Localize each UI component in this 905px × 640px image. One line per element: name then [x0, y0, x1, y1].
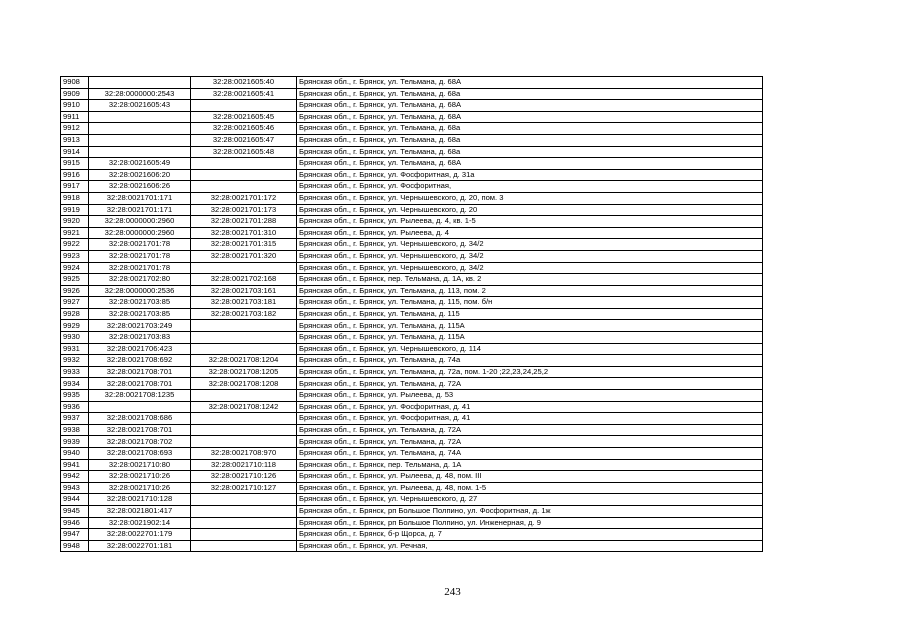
cadastral-number-parent-cell: 32:28:0021605:43: [89, 100, 191, 112]
row-number-cell: 9929: [61, 320, 89, 332]
table-row: [61, 297, 763, 309]
cadastral-number-object-cell: 32:28:0021703:182: [191, 308, 297, 320]
row-number-cell: 9910: [61, 100, 89, 112]
address-cell: Брянская обл., г. Брянск, ул. Тельмана, д. 68а: [297, 134, 763, 146]
table-row: [61, 343, 763, 355]
row-number-cell: 9948: [61, 540, 89, 552]
cadastral-number-object-cell: [191, 436, 297, 448]
table-row: [61, 285, 763, 297]
cadastral-table: [60, 76, 763, 552]
cadastral-number-parent-cell: 32:28:0021708:702: [89, 436, 191, 448]
row-number-cell: 9935: [61, 390, 89, 402]
table-row: [61, 540, 763, 552]
row-number-cell: 9922: [61, 239, 89, 251]
cadastral-number-object-cell: 32:28:0021708:970: [191, 448, 297, 460]
row-number-cell: 9919: [61, 204, 89, 216]
cadastral-number-object-cell: 32:28:0021703:181: [191, 297, 297, 309]
table-row: [61, 366, 763, 378]
cadastral-number-object-cell: 32:28:0021701:315: [191, 239, 297, 251]
cadastral-number-parent-cell: 32:28:0021710:26: [89, 482, 191, 494]
table-row: [61, 239, 763, 251]
table-row: [61, 274, 763, 286]
cadastral-number-object-cell: 32:28:0021605:45: [191, 111, 297, 123]
cadastral-number-object-cell: [191, 169, 297, 181]
cadastral-number-parent-cell: 32:28:0000000:2960: [89, 216, 191, 228]
row-number-cell: 9917: [61, 181, 89, 193]
table-body: [61, 77, 763, 552]
table-row: [61, 529, 763, 541]
cadastral-number-object-cell: 32:28:0021701:320: [191, 250, 297, 262]
address-cell: Брянская обл., г. Брянск, ул. Тельмана, д. 115А: [297, 320, 763, 332]
row-number-cell: 9912: [61, 123, 89, 135]
row-number-cell: 9911: [61, 111, 89, 123]
address-cell: Брянская обл., г. Брянск, ул. Тельмана, д. 74А: [297, 448, 763, 460]
cadastral-number-parent-cell: 32:28:0021703:249: [89, 320, 191, 332]
cadastral-number-parent-cell: [89, 77, 191, 89]
cadastral-number-parent-cell: 32:28:0021708:692: [89, 355, 191, 367]
address-cell: Брянская обл., г. Брянск, ул. Тельмана, д. 74а: [297, 355, 763, 367]
cadastral-number-parent-cell: 32:28:0021708:701: [89, 366, 191, 378]
cadastral-number-parent-cell: 32:28:0021706:423: [89, 343, 191, 355]
table-row: [61, 494, 763, 506]
cadastral-number-parent-cell: 32:28:0021708:701: [89, 424, 191, 436]
row-number-cell: 9914: [61, 146, 89, 158]
cadastral-number-parent-cell: [89, 401, 191, 413]
cadastral-number-object-cell: [191, 320, 297, 332]
row-number-cell: 9932: [61, 355, 89, 367]
address-cell: Брянская обл., г. Брянск, ул. Тельмана, д. 115: [297, 308, 763, 320]
table-row: [61, 505, 763, 517]
address-cell: Брянская обл., г. Брянск, ул. Чернышевского, д. 34/2: [297, 262, 763, 274]
address-cell: Брянская обл., г. Брянск, рп Большое Полпино, ул. Инженерная, д. 9: [297, 517, 763, 529]
address-cell: Брянская обл., г. Брянск, б-р Щорса, д. 7: [297, 529, 763, 541]
table-row: [61, 482, 763, 494]
cadastral-number-object-cell: 32:28:0021710:118: [191, 459, 297, 471]
address-cell: Брянская обл., г. Брянск, ул. Тельмана, д. 72А: [297, 424, 763, 436]
address-cell: Брянская обл., г. Брянск, ул. Чернышевского, д. 34/2: [297, 239, 763, 251]
cadastral-number-object-cell: 32:28:0021605:40: [191, 77, 297, 89]
table-row: [61, 424, 763, 436]
table-row: [61, 146, 763, 158]
cadastral-number-parent-cell: 32:28:0000000:2960: [89, 227, 191, 239]
address-cell: Брянская обл., г. Брянск, ул. Речная,: [297, 540, 763, 552]
row-number-cell: 9944: [61, 494, 89, 506]
row-number-cell: 9924: [61, 262, 89, 274]
cadastral-number-object-cell: 32:28:0021605:47: [191, 134, 297, 146]
address-cell: Брянская обл., г. Брянск, ул. Фосфоритная,: [297, 181, 763, 193]
address-cell: Брянская обл., г. Брянск, ул. Тельмана, д. 72а, пом. 1-20 ;22,23,24,25,2: [297, 366, 763, 378]
address-cell: Брянская обл., г. Брянск, ул. Тельмана, д. 68А: [297, 111, 763, 123]
address-cell: Брянская обл., г. Брянск, ул. Рылеева, д. 4: [297, 227, 763, 239]
cadastral-number-parent-cell: 32:28:0021701:171: [89, 192, 191, 204]
address-cell: Брянская обл., г. Брянск, рп Большое Полпино, ул. Фосфоритная, д. 1ж: [297, 505, 763, 517]
cadastral-number-object-cell: [191, 158, 297, 170]
cadastral-number-parent-cell: 32:28:0000000:2536: [89, 285, 191, 297]
table-row: [61, 448, 763, 460]
cadastral-number-parent-cell: [89, 134, 191, 146]
row-number-cell: 9916: [61, 169, 89, 181]
row-number-cell: 9947: [61, 529, 89, 541]
cadastral-number-object-cell: 32:28:0021708:1205: [191, 366, 297, 378]
row-number-cell: 9931: [61, 343, 89, 355]
row-number-cell: 9945: [61, 505, 89, 517]
table-row: [61, 181, 763, 193]
table-row: [61, 227, 763, 239]
cadastral-number-object-cell: 32:28:0021605:41: [191, 88, 297, 100]
row-number-cell: 9933: [61, 366, 89, 378]
cadastral-number-parent-cell: 32:28:0021703:85: [89, 297, 191, 309]
cadastral-number-parent-cell: 32:28:0021801:417: [89, 505, 191, 517]
table-row: [61, 169, 763, 181]
cadastral-number-parent-cell: 32:28:0021708:686: [89, 413, 191, 425]
cadastral-number-parent-cell: 32:28:0021605:49: [89, 158, 191, 170]
row-number-cell: 9908: [61, 77, 89, 89]
table-row: [61, 134, 763, 146]
table-row: [61, 401, 763, 413]
cadastral-number-object-cell: [191, 529, 297, 541]
row-number-cell: 9937: [61, 413, 89, 425]
address-cell: Брянская обл., г. Брянск, ул. Чернышевского, д. 27: [297, 494, 763, 506]
table-row: [61, 390, 763, 402]
address-cell: Брянская обл., г. Брянск, ул. Тельмана, д. 68а: [297, 123, 763, 135]
cadastral-number-object-cell: 32:28:0021701:172: [191, 192, 297, 204]
cadastral-number-parent-cell: 32:28:0021701:171: [89, 204, 191, 216]
table-row: [61, 436, 763, 448]
address-cell: Брянская обл., г. Брянск, ул. Рылеева, д. 48, пом. 1-5: [297, 482, 763, 494]
address-cell: Брянская обл., г. Брянск, ул. Тельмана, д. 115А: [297, 332, 763, 344]
cadastral-number-parent-cell: 32:28:0022701:179: [89, 529, 191, 541]
cadastral-number-parent-cell: 32:28:0021702:80: [89, 274, 191, 286]
cadastral-number-object-cell: 32:28:0021701:173: [191, 204, 297, 216]
address-cell: Брянская обл., г. Брянск, пер. Тельмана, д. 1А, кв. 2: [297, 274, 763, 286]
cadastral-number-object-cell: 32:28:0021701:310: [191, 227, 297, 239]
row-number-cell: 9920: [61, 216, 89, 228]
row-number-cell: 9938: [61, 424, 89, 436]
address-cell: Брянская обл., г. Брянск, ул. Чернышевского, д. 20: [297, 204, 763, 216]
cadastral-number-object-cell: [191, 100, 297, 112]
table-row: [61, 471, 763, 483]
page-number: 243: [444, 586, 461, 598]
row-number-cell: 9942: [61, 471, 89, 483]
cadastral-number-object-cell: [191, 413, 297, 425]
table-row: [61, 250, 763, 262]
cadastral-number-object-cell: [191, 343, 297, 355]
cadastral-number-object-cell: 32:28:0021708:1208: [191, 378, 297, 390]
cadastral-number-parent-cell: 32:28:0021708:701: [89, 378, 191, 390]
row-number-cell: 9934: [61, 378, 89, 390]
table-row: [61, 77, 763, 89]
cadastral-number-object-cell: [191, 332, 297, 344]
table-row: [61, 320, 763, 332]
cadastral-number-object-cell: [191, 390, 297, 402]
address-cell: Брянская обл., г. Брянск, ул. Тельмана, д. 68а: [297, 88, 763, 100]
address-cell: Брянская обл., г. Брянск, ул. Фосфоритная, д. 41: [297, 401, 763, 413]
cadastral-number-object-cell: 32:28:0021701:288: [191, 216, 297, 228]
table-row: [61, 204, 763, 216]
cadastral-number-object-cell: 32:28:0021605:46: [191, 123, 297, 135]
address-cell: Брянская обл., г. Брянск, ул. Рылеева, д. 48, пом. III: [297, 471, 763, 483]
row-number-cell: 9918: [61, 192, 89, 204]
row-number-cell: 9923: [61, 250, 89, 262]
row-number-cell: 9943: [61, 482, 89, 494]
cadastral-number-object-cell: 32:28:0021708:1204: [191, 355, 297, 367]
cadastral-number-parent-cell: [89, 123, 191, 135]
address-cell: Брянская обл., г. Брянск, ул. Фосфоритная, д. 31а: [297, 169, 763, 181]
cadastral-number-object-cell: [191, 494, 297, 506]
table-row: [61, 88, 763, 100]
row-number-cell: 9939: [61, 436, 89, 448]
cadastral-number-object-cell: [191, 540, 297, 552]
row-number-cell: 9921: [61, 227, 89, 239]
row-number-cell: 9941: [61, 459, 89, 471]
address-cell: Брянская обл., г. Брянск, ул. Чернышевского, д. 34/2: [297, 250, 763, 262]
cadastral-number-parent-cell: 32:28:0021902:14: [89, 517, 191, 529]
cadastral-number-object-cell: 32:28:0021710:126: [191, 471, 297, 483]
row-number-cell: 9913: [61, 134, 89, 146]
address-cell: Брянская обл., г. Брянск, ул. Тельмана, д. 68А: [297, 77, 763, 89]
table-row: [61, 158, 763, 170]
address-cell: Брянская обл., г. Брянск, ул. Фосфоритная, д. 41: [297, 413, 763, 425]
cadastral-number-parent-cell: [89, 111, 191, 123]
row-number-cell: 9926: [61, 285, 89, 297]
table-row: [61, 378, 763, 390]
address-cell: Брянская обл., г. Брянск, ул. Тельмана, д. 68А: [297, 158, 763, 170]
cadastral-number-object-cell: 32:28:0021605:48: [191, 146, 297, 158]
address-cell: Брянская обл., г. Брянск, пер. Тельмана, д. 1А: [297, 459, 763, 471]
cadastral-number-parent-cell: 32:28:0021708:693: [89, 448, 191, 460]
table-row: [61, 100, 763, 112]
row-number-cell: 9936: [61, 401, 89, 413]
address-cell: Брянская обл., г. Брянск, ул. Чернышевского, д. 20, пом. 3: [297, 192, 763, 204]
row-number-cell: 9928: [61, 308, 89, 320]
cadastral-number-parent-cell: 32:28:0021701:78: [89, 239, 191, 251]
cadastral-number-object-cell: [191, 181, 297, 193]
cadastral-number-parent-cell: 32:28:0021708:1235: [89, 390, 191, 402]
address-cell: Брянская обл., г. Брянск, ул. Тельмана, д. 68а: [297, 146, 763, 158]
cadastral-number-parent-cell: 32:28:0000000:2543: [89, 88, 191, 100]
cadastral-number-parent-cell: 32:28:0021710:80: [89, 459, 191, 471]
cadastral-number-object-cell: 32:28:0021703:161: [191, 285, 297, 297]
table-row: [61, 262, 763, 274]
cadastral-number-object-cell: [191, 505, 297, 517]
table-row: [61, 308, 763, 320]
table-row: [61, 517, 763, 529]
row-number-cell: 9909: [61, 88, 89, 100]
cadastral-number-object-cell: 32:28:0021708:1242: [191, 401, 297, 413]
address-cell: Брянская обл., г. Брянск, ул. Тельмана, д. 113, пом. 2: [297, 285, 763, 297]
cadastral-number-object-cell: [191, 424, 297, 436]
cadastral-number-object-cell: [191, 517, 297, 529]
cadastral-number-object-cell: [191, 262, 297, 274]
address-cell: Брянская обл., г. Брянск, ул. Чернышевского, д. 114: [297, 343, 763, 355]
row-number-cell: 9946: [61, 517, 89, 529]
cadastral-number-object-cell: 32:28:0021710:127: [191, 482, 297, 494]
address-cell: Брянская обл., г. Брянск, ул. Тельмана, д. 72А: [297, 436, 763, 448]
table-row: [61, 332, 763, 344]
row-number-cell: 9925: [61, 274, 89, 286]
cadastral-number-parent-cell: 32:28:0021606:20: [89, 169, 191, 181]
cadastral-number-parent-cell: [89, 146, 191, 158]
row-number-cell: 9940: [61, 448, 89, 460]
row-number-cell: 9915: [61, 158, 89, 170]
row-number-cell: 9927: [61, 297, 89, 309]
address-cell: Брянская обл., г. Брянск, ул. Тельмана, д. 72А: [297, 378, 763, 390]
address-cell: Брянская обл., г. Брянск, ул. Рылеева, д. 4, кв. 1-5: [297, 216, 763, 228]
table-row: [61, 216, 763, 228]
address-cell: Брянская обл., г. Брянск, ул. Тельмана, д. 68А: [297, 100, 763, 112]
table-row: [61, 459, 763, 471]
cadastral-number-parent-cell: 32:28:0021703:83: [89, 332, 191, 344]
cadastral-number-parent-cell: 32:28:0021701:78: [89, 262, 191, 274]
row-number-cell: 9930: [61, 332, 89, 344]
cadastral-number-object-cell: 32:28:0021702:168: [191, 274, 297, 286]
cadastral-number-parent-cell: 32:28:0021606:26: [89, 181, 191, 193]
cadastral-number-parent-cell: 32:28:0021703:85: [89, 308, 191, 320]
address-cell: Брянская обл., г. Брянск, ул. Тельмана, д. 115, пом. б/н: [297, 297, 763, 309]
cadastral-number-parent-cell: 32:28:0021701:78: [89, 250, 191, 262]
cadastral-number-parent-cell: 32:28:0021710:128: [89, 494, 191, 506]
table-row: [61, 413, 763, 425]
cadastral-number-parent-cell: 32:28:0022701:181: [89, 540, 191, 552]
cadastral-number-parent-cell: 32:28:0021710:26: [89, 471, 191, 483]
table-row: [61, 355, 763, 367]
table-row: [61, 123, 763, 135]
table-row: [61, 111, 763, 123]
address-cell: Брянская обл., г. Брянск, ул. Рылеева, д. 53: [297, 390, 763, 402]
table-row: [61, 192, 763, 204]
